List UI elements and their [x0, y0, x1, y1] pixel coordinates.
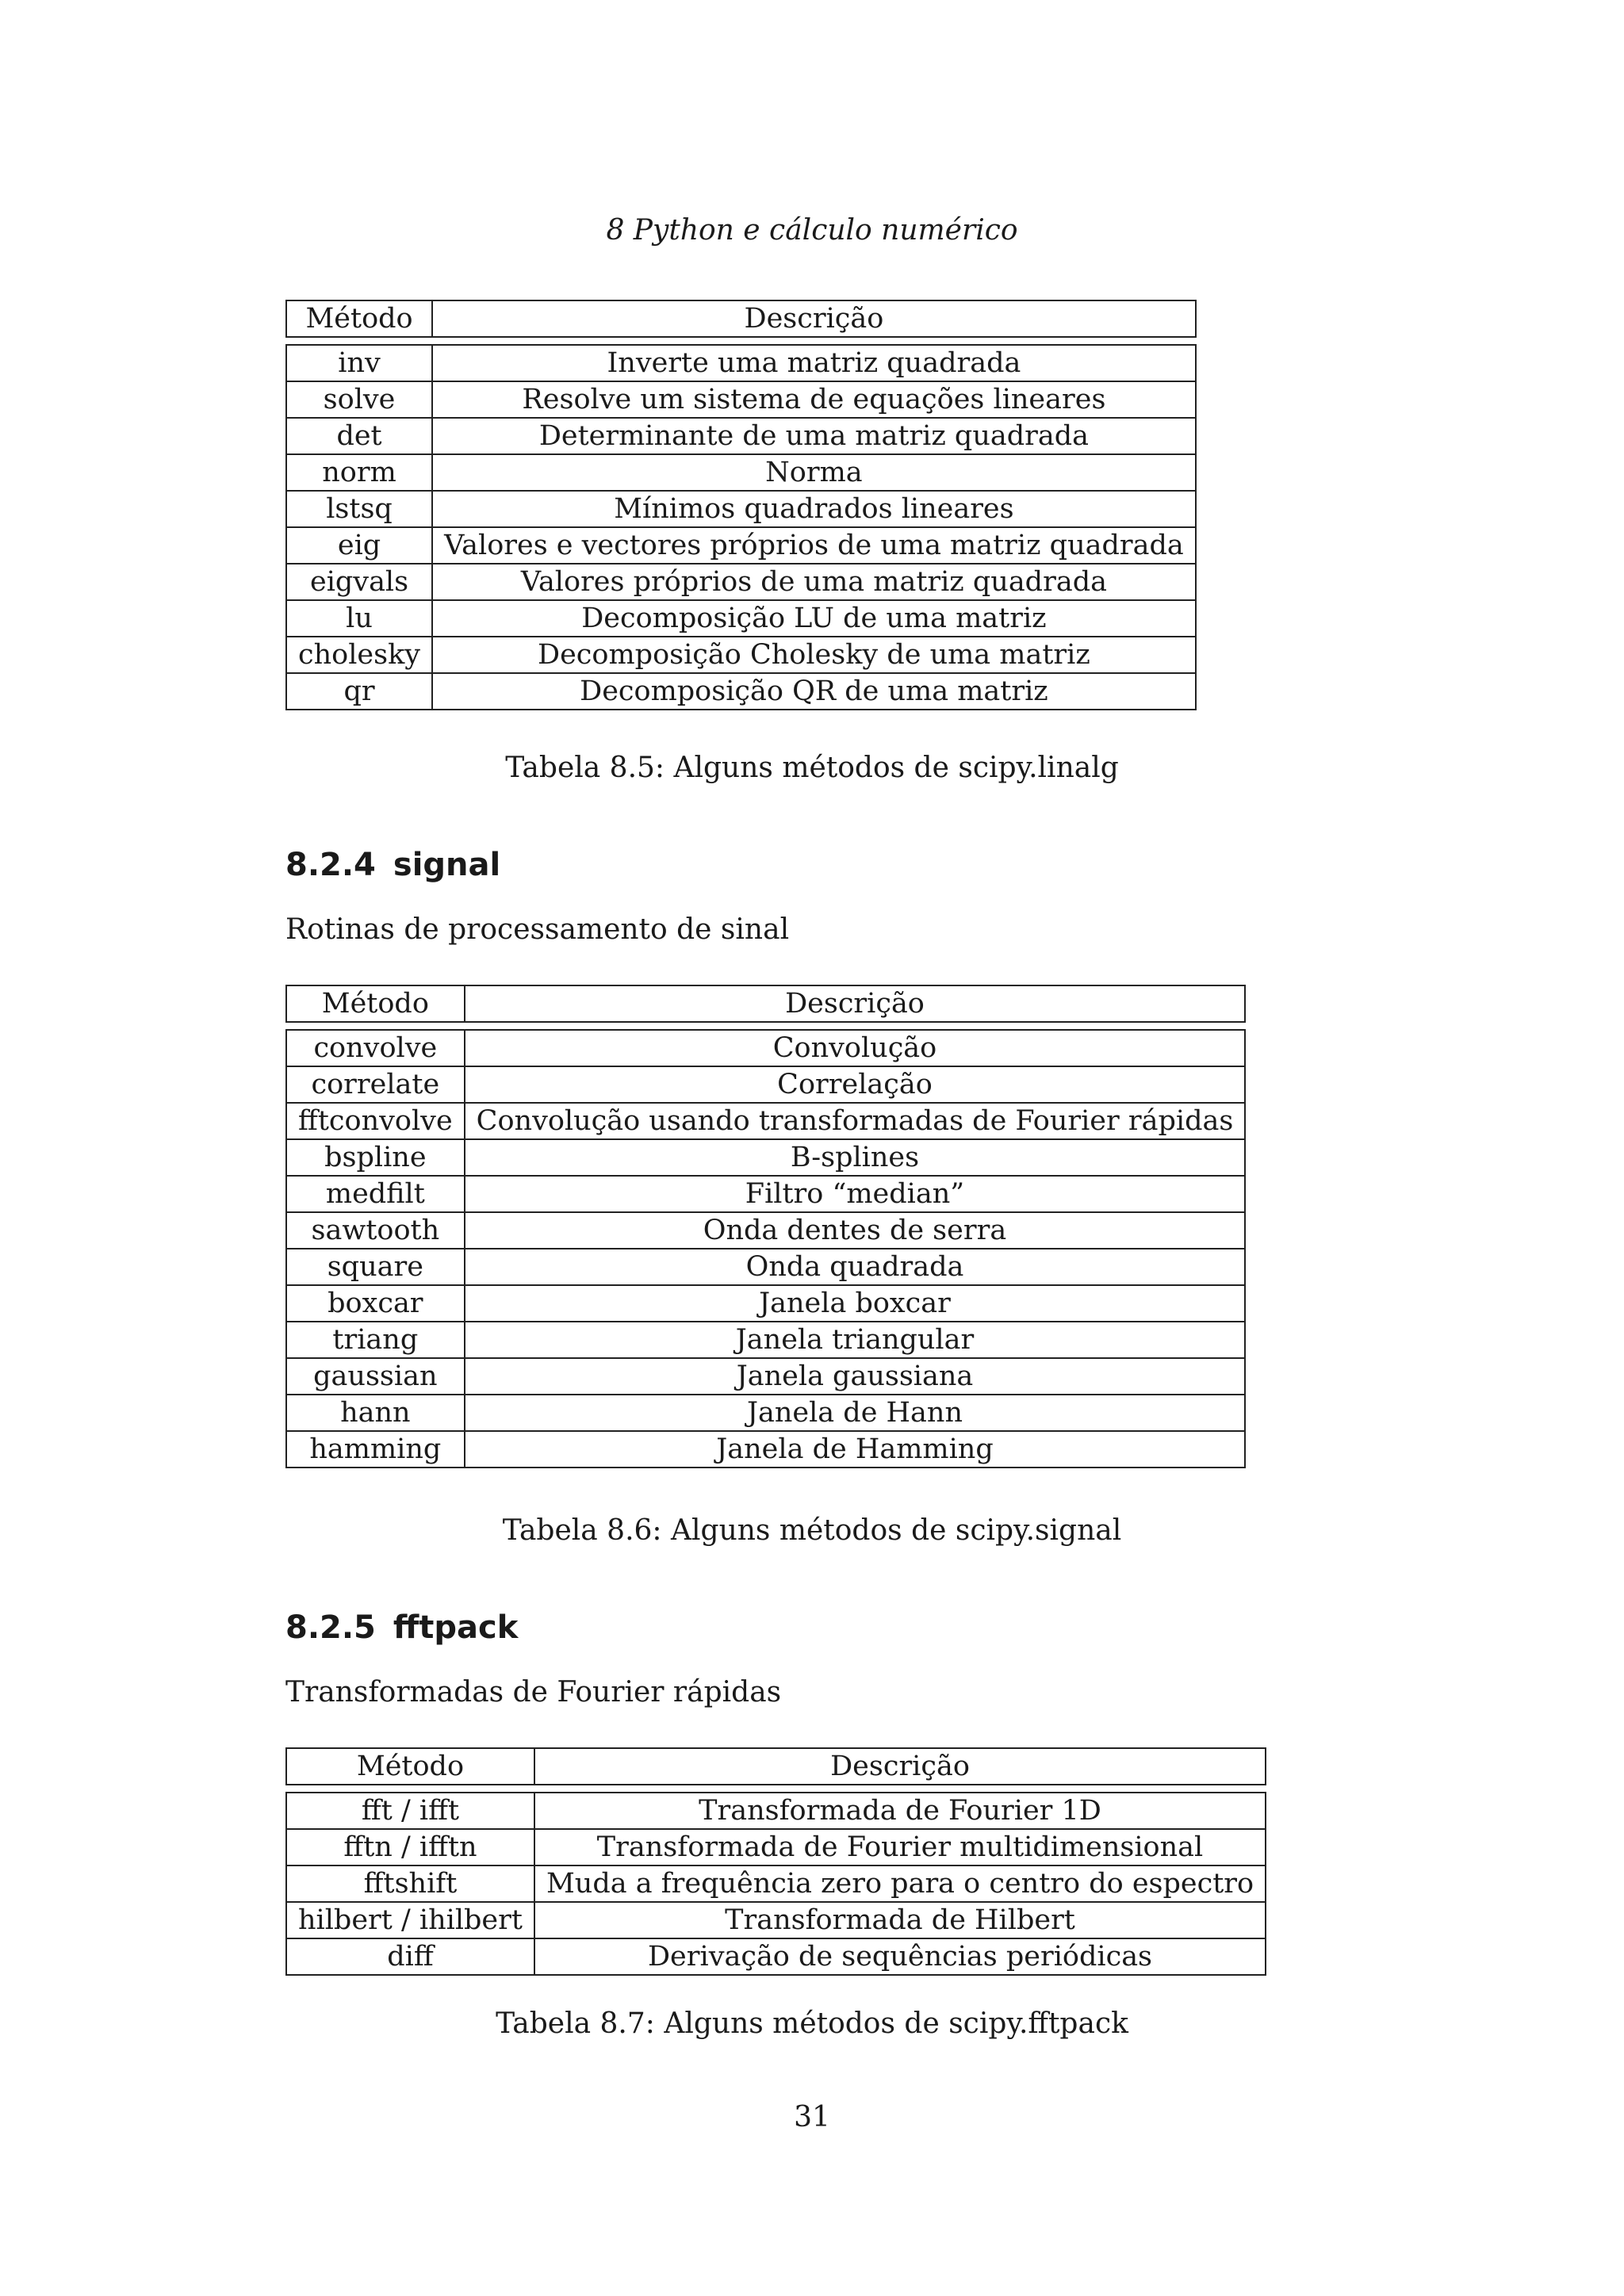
- table-caption-signal: Tabela 8.6: Alguns métodos de scipy.signal: [502, 1514, 1122, 1547]
- method-cell: qr: [286, 673, 432, 710]
- description-cell: Valores próprios de uma matriz quadrada: [432, 564, 1196, 600]
- table-row: [286, 345, 1196, 381]
- description-cell: Decomposição QR de uma matriz: [432, 673, 1196, 710]
- header-separator-cell: [286, 1785, 1266, 1793]
- method-cell: Método: [286, 300, 432, 337]
- method-cell: fft / ifft: [286, 1793, 534, 1829]
- description-cell: Correlação: [465, 1066, 1246, 1103]
- description-cell: Janela gaussiana: [465, 1358, 1246, 1395]
- table-row: [286, 1176, 1245, 1212]
- header-separator-cell: [286, 337, 1196, 345]
- method-cell: inv: [286, 345, 432, 381]
- table-row: [286, 418, 1196, 454]
- table-row: [286, 1829, 1266, 1866]
- description-cell: Onda dentes de serra: [465, 1212, 1246, 1249]
- method-cell: triang: [286, 1322, 465, 1358]
- section-number: 8.2.4: [285, 847, 376, 883]
- description-cell: Mínimos quadrados lineares: [432, 491, 1196, 527]
- method-cell: sawtooth: [286, 1212, 465, 1249]
- method-cell: boxcar: [286, 1285, 465, 1322]
- method-cell: lstsq: [286, 491, 432, 527]
- table-row: [286, 1285, 1245, 1322]
- section-intro-signal: Rotinas de processamento de sinal: [285, 913, 790, 946]
- description-cell: Janela triangular: [465, 1322, 1246, 1358]
- description-cell: Convolução usando transformadas de Fourier rápidas: [465, 1103, 1246, 1139]
- method-cell: convolve: [286, 1030, 465, 1066]
- method-cell: eig: [286, 527, 432, 564]
- table-scipy-signal: [285, 985, 1246, 1468]
- description-cell: Janela de Hann: [465, 1395, 1246, 1431]
- table-caption-linalg: Tabela 8.5: Alguns métodos de scipy.linalg: [505, 752, 1119, 784]
- table-row: [286, 491, 1196, 527]
- header-separator: [286, 337, 1196, 345]
- method-cell: lu: [286, 600, 432, 637]
- table-header-row: [286, 1748, 1266, 1785]
- table-row: [286, 527, 1196, 564]
- header-separator-cell: [286, 1022, 1245, 1030]
- table-row: [286, 673, 1196, 710]
- description-cell: Convolução: [465, 1030, 1246, 1066]
- header-separator: [286, 1022, 1245, 1030]
- description-cell: Derivação de sequências periódicas: [534, 1938, 1266, 1975]
- table-scipy-linalg: [285, 300, 1197, 710]
- method-cell: fftconvolve: [286, 1103, 465, 1139]
- method-cell: Método: [286, 1748, 534, 1785]
- description-cell: Decomposição Cholesky de uma matriz: [432, 637, 1196, 673]
- description-cell: Decomposição LU de uma matriz: [432, 600, 1196, 637]
- description-cell: Janela de Hamming: [465, 1431, 1246, 1468]
- table-row: [286, 1066, 1245, 1103]
- description-cell: Janela boxcar: [465, 1285, 1246, 1322]
- description-cell: Inverte uma matriz quadrada: [432, 345, 1196, 381]
- table-row: [286, 381, 1196, 418]
- description-cell: Muda a frequência zero para o centro do espectro: [534, 1866, 1266, 1902]
- method-cell: solve: [286, 381, 432, 418]
- method-cell: det: [286, 418, 432, 454]
- method-cell: square: [286, 1249, 465, 1285]
- description-cell: Valores e vectores próprios de uma matriz quadrada: [432, 527, 1196, 564]
- table-header-row: [286, 985, 1245, 1022]
- description-cell: B-splines: [465, 1139, 1246, 1176]
- table-row: [286, 1902, 1266, 1938]
- table-row: [286, 564, 1196, 600]
- page-number: 31: [794, 2101, 830, 2133]
- table-header-row: [286, 300, 1196, 337]
- table-row: [286, 1212, 1245, 1249]
- section-title: fftpack: [393, 1609, 519, 1646]
- method-cell: eigvals: [286, 564, 432, 600]
- table-scipy-fftpack: [285, 1747, 1266, 1976]
- section-intro-fftpack: Transformadas de Fourier rápidas: [285, 1676, 782, 1709]
- table-row: [286, 1322, 1245, 1358]
- method-cell: fftn / ifftn: [286, 1829, 534, 1866]
- table-row: [286, 454, 1196, 491]
- description-cell: Descrição: [534, 1748, 1266, 1785]
- table-row: [286, 1249, 1245, 1285]
- method-cell: fftshift: [286, 1866, 534, 1902]
- method-cell: hilbert / ihilbert: [286, 1902, 534, 1938]
- header-separator: [286, 1785, 1266, 1793]
- description-cell: Transformada de Fourier 1D: [534, 1793, 1266, 1829]
- method-cell: medfilt: [286, 1176, 465, 1212]
- table-row: [286, 600, 1196, 637]
- method-cell: correlate: [286, 1066, 465, 1103]
- description-cell: Norma: [432, 454, 1196, 491]
- table-row: [286, 1395, 1245, 1431]
- method-cell: gaussian: [286, 1358, 465, 1395]
- description-cell: Determinante de uma matriz quadrada: [432, 418, 1196, 454]
- description-cell: Descrição: [465, 985, 1246, 1022]
- table-row: [286, 1358, 1245, 1395]
- section-heading-signal: [285, 847, 500, 883]
- method-cell: diff: [286, 1938, 534, 1975]
- table-caption-fftpack: Tabela 8.7: Alguns métodos de scipy.fftpack: [496, 2007, 1128, 2040]
- method-cell: Método: [286, 985, 465, 1022]
- section-title: signal: [393, 847, 501, 883]
- method-cell: hann: [286, 1395, 465, 1431]
- method-cell: cholesky: [286, 637, 432, 673]
- description-cell: Filtro “median”: [465, 1176, 1246, 1212]
- method-cell: hamming: [286, 1431, 465, 1468]
- table-row: [286, 1431, 1245, 1468]
- description-cell: Transformada de Fourier multidimensional: [534, 1829, 1266, 1866]
- method-cell: bspline: [286, 1139, 465, 1176]
- table-row: [286, 637, 1196, 673]
- description-cell: Onda quadrada: [465, 1249, 1246, 1285]
- table-row: [286, 1938, 1266, 1975]
- table-row: [286, 1866, 1266, 1902]
- description-cell: Resolve um sistema de equações lineares: [432, 381, 1196, 418]
- description-cell: Descrição: [432, 300, 1196, 337]
- description-cell: Transformada de Hilbert: [534, 1902, 1266, 1938]
- method-cell: norm: [286, 454, 432, 491]
- table-row: [286, 1793, 1266, 1829]
- table-row: [286, 1139, 1245, 1176]
- table-row: [286, 1030, 1245, 1066]
- running-header: 8 Python e cálculo numérico: [606, 214, 1018, 247]
- table-row: [286, 1103, 1245, 1139]
- section-heading-fftpack: [285, 1609, 518, 1646]
- section-number: 8.2.5: [285, 1609, 376, 1646]
